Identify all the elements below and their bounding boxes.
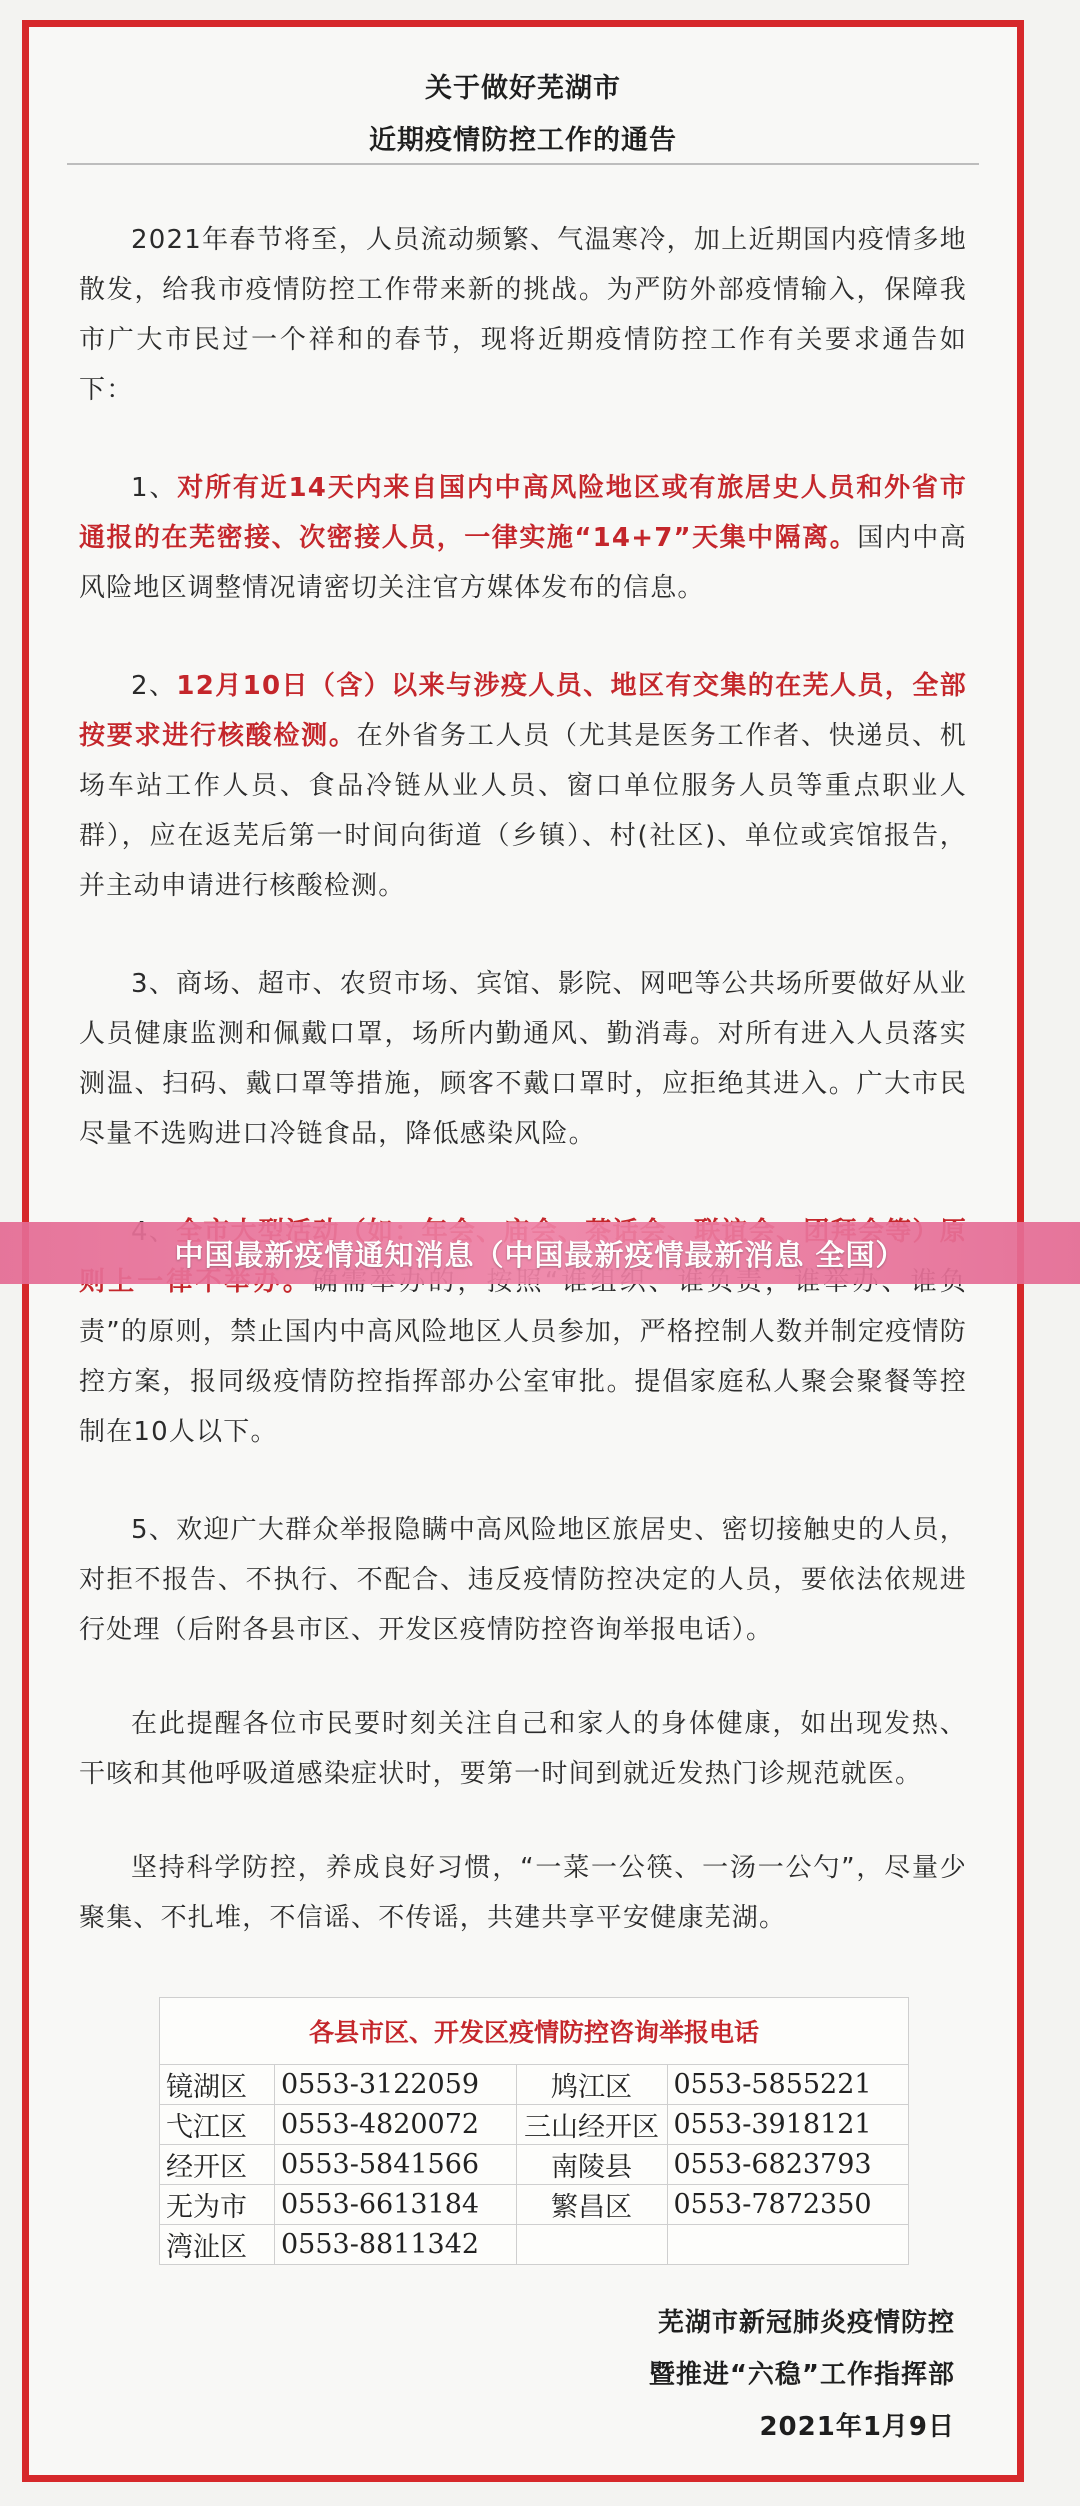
district-phone: 0553-3122059 <box>275 2065 517 2105</box>
item-3: 3、商场、超市、农贸市场、宾馆、影院、网吧等公共场所要做好从业人员健康监测和佩戴口罩，场所内勤通风、勤消毒。对所有进入人员落实测温、扫码、戴口罩等措施，顾客不戴口罩时，应拒绝其进入。广大市民尽量不选购进口冷链食品，降低感染风险。 <box>79 969 967 1149</box>
district-name: 无为市 <box>160 2185 275 2225</box>
hotline-table-title: 各县市区、开发区疫情防控咨询举报电话 <box>160 1998 909 2065</box>
issue-date: 2021年1月9日 <box>759 2412 955 2442</box>
table-row <box>160 2225 909 2265</box>
item-5: 5、欢迎广大群众举报隐瞒中高风险地区旅居史、密切接触史的人员，对拒不报告、不执行、不配合、违反疫情防控决定的人员，要依法依规进行处理（后附各县市区、开发区疫情防控咨询举报电话）。 <box>79 1515 967 1645</box>
district-name: 湾沚区 <box>160 2225 275 2265</box>
item-2 <box>79 661 967 911</box>
district-name: 三山经开区 <box>516 2105 667 2145</box>
district-phone: 0553-6613184 <box>275 2185 517 2225</box>
title-divider <box>67 163 979 165</box>
district-phone: 0553-6823793 <box>667 2145 909 2185</box>
closing-paragraph: 坚持科学防控，养成良好习惯，“一菜一公筷、一汤一公勺”，尽量少聚集、不扎堆，不信谣、不传谣，共建共享平安健康芜湖。 <box>79 1853 967 1933</box>
hotline-table <box>159 1997 909 2265</box>
notice-header <box>29 63 1017 167</box>
district-name: 繁昌区 <box>516 2185 667 2225</box>
issuer-signature <box>649 2297 955 2453</box>
table-row <box>160 2185 909 2225</box>
item-2-emphasis: 12月10日（含）以来与涉疫人员、地区有交集的在芜人员，全部按要求进行核酸检测。 <box>79 671 967 751</box>
district-name <box>516 2225 667 2265</box>
item-1 <box>79 463 967 613</box>
table-row <box>160 2105 909 2145</box>
district-name: 经开区 <box>160 2145 275 2185</box>
notice-title-line1: 关于做好芜湖市 <box>425 73 621 104</box>
item-2-number: 2、 <box>131 671 177 701</box>
district-phone: 0553-8811342 <box>275 2225 517 2265</box>
item-1-number: 1、 <box>131 473 178 503</box>
item-4-text: 责”的原则，禁止国内中高风险地区人员参加，严格控制人数并制定疫情防控方案，报同级疫情防控指挥部办公室审批。提倡家庭私人聚会聚餐等控制在10人以下。 <box>79 1317 967 1447</box>
issuer-line2: 暨推进“六稳”工作指挥部 <box>648 2360 955 2390</box>
health-reminder: 在此提醒各位市民要时刻关注自己和家人的身体健康，如出现发热、干咳和其他呼吸道感染症状时，要第一时间到就近发热门诊规范就医。 <box>79 1709 967 1789</box>
district-phone <box>667 2225 909 2265</box>
table-row <box>160 2065 909 2105</box>
hotline-table-header-row <box>160 1998 909 2065</box>
district-phone: 0553-7872350 <box>667 2185 909 2225</box>
district-name: 鸠江区 <box>516 2065 667 2105</box>
headline-banner-text: 中国最新疫情通知消息（中国最新疫情最新消息 全国） <box>174 1237 906 1272</box>
notice-title-line2: 近期疫情防控工作的通告 <box>369 125 677 156</box>
phone-table-container <box>159 1997 909 2265</box>
district-phone: 0553-5841566 <box>275 2145 517 2185</box>
district-phone: 0553-5855221 <box>667 2065 909 2105</box>
district-name: 弋江区 <box>160 2105 275 2145</box>
district-name: 镜湖区 <box>160 2065 275 2105</box>
headline-banner <box>0 1222 1080 1284</box>
district-phone: 0553-4820072 <box>275 2105 517 2145</box>
item-1-text: 国内中高风险地区调整情况请密切关注官方媒体发布的信息。 <box>79 523 967 603</box>
item-1-emphasis: 对所有近14天内来自国内中高风险地区或有旅居史人员和外省市通报的在芜密接、次密接人员，一律实施“14+7”天集中隔离。 <box>79 473 968 553</box>
item-2-text: 在外省务工人员（尤其是医务工作者、快递员、机场车站工作人员、食品冷链从业人员、窗口单位服务人员等重点职业人群），应在返芜后第一时间向街道（乡镇）、村(社区)、单位或宾馆报告，并主动申请进行核酸检测。 <box>79 721 967 901</box>
issuer-line1: 芜湖市新冠肺炎疫情防控 <box>657 2308 955 2338</box>
intro-paragraph: 2021年春节将至，人员流动频繁、气温寒冷，加上近期国内疫情多地散发，给我市疫情防控工作带来新的挑战。为严防外部疫情输入，保障我市广大市民过一个祥和的春节，现将近期疫情防控工作有关要求通告如下： <box>79 225 967 405</box>
notice-body <box>79 215 967 1943</box>
table-row <box>160 2145 909 2185</box>
district-phone: 0553-3918121 <box>667 2105 909 2145</box>
district-name: 南陵县 <box>516 2145 667 2185</box>
